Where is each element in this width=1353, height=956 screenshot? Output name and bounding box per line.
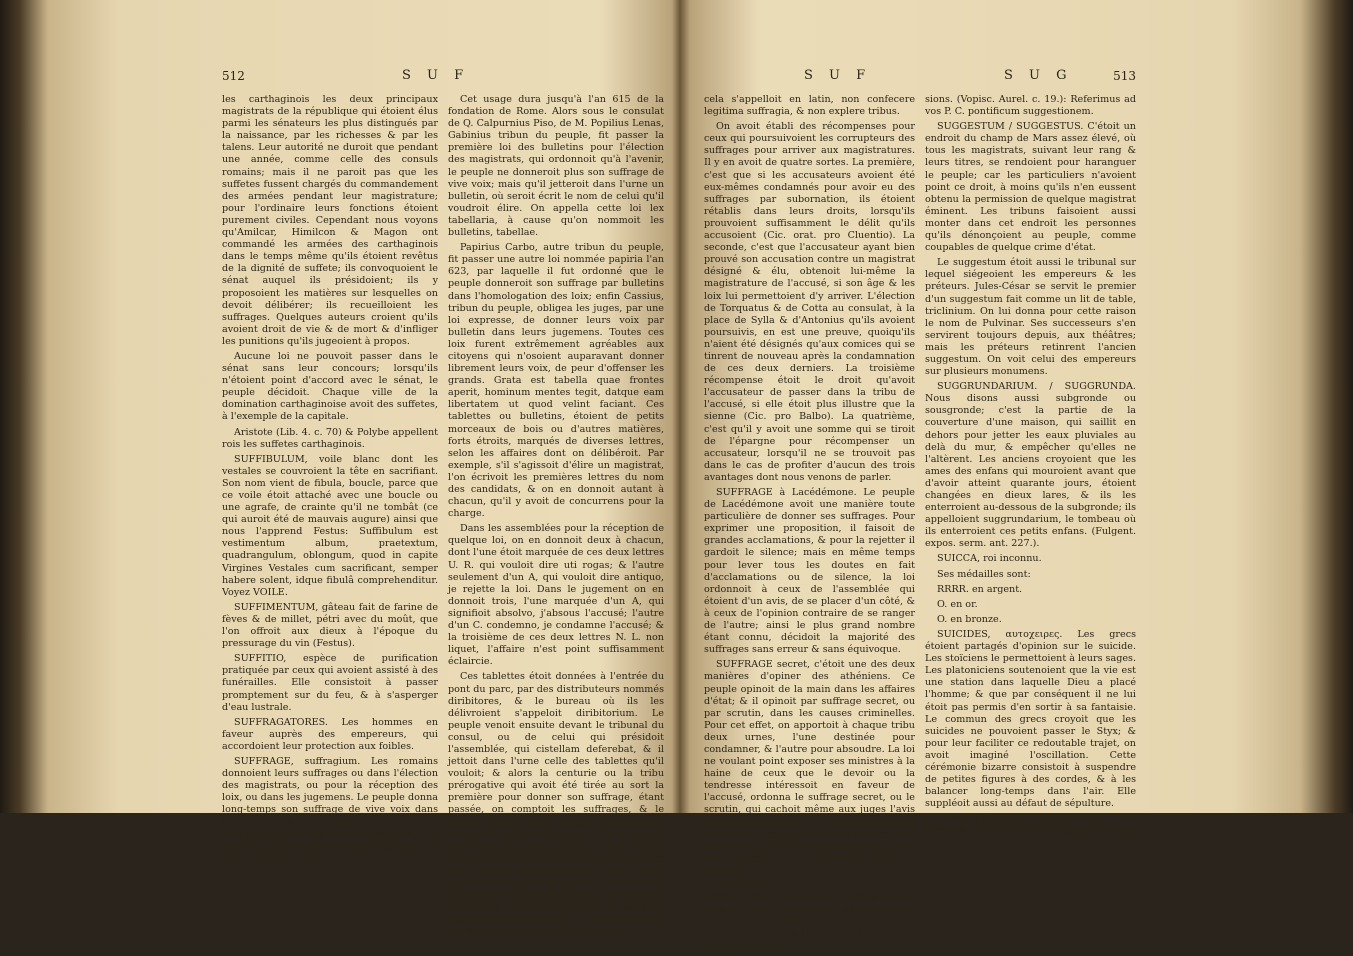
- paragraph: SUGGRUNDARIUM. / SUGGRUNDA. Nous disons aussi subgronde ou sousgronde; c'est la partie de la couverture d'une maison, qui saillit en dehors pour jetter les eaux pluviales au delà du mur, & empêcher qu'elles ne l'altèrent. Les anciens croyoient que les ames des enfans qui mouroient avant que d'avoir atteint quarante jours, étoient changées en dieux lares, & ils les enterroient au-dessous de la subgronde; ils appelloient suggrundarium, le tombeau où ils enterroient ces petits enfans. (Fulgent. expos. serm. ant. 227.).: [925, 381, 1136, 550]
- left-running-head: [222, 70, 664, 86]
- paragraph: SUICCA, roi inconnu.: [937, 553, 1042, 565]
- paragraph: Ses médailles sont:: [937, 568, 1031, 580]
- paragraph: RRRR. en argent.: [937, 583, 1023, 595]
- paragraph: Le suggestum étoit aussi le tribunal sur lequel siégeoient les empereurs & les préteurs. Jules-César se servit le premier d'un suggestum fait comme un lit de table, triclinium. On lui donna pour cette raison le nom de Pulvinar. Ses successeurs s'en servirent toujours depuis, aux théâtres; mais les préteurs retinrent l'ancien suggestum. On voit celui des empereurs sur plusieurs monumens.: [925, 257, 1136, 378]
- left-head-word: S U F: [402, 68, 470, 83]
- paragraph: SUFFITIO, espèce de purification pratiquée par ceux qui avoient assisté à des funérailles. Elle consistoit à passer promptement sur du feu, & à s'asperger d'eau lustrale.: [222, 653, 438, 713]
- right-column-2: [925, 94, 1136, 864]
- paragraph: On avoit établi des récompenses pour ceux qui poursuivoient les corrupteurs des suffrages pour arriver aux magistratures. Il y en avoit de quatre sortes. La première, c'est que si les accusateurs avoient été eux-mêmes condamnés pour avoir eu des suffrages par subornation, ils étoient rétablis dans leurs droits, lorsqu'ils prouvoient suffisamment le délit qu'ils accusoient (Cic. orat. pro Cluentio). La seconde, c'est que l'accusateur ayant bien prouvé son accusation contre un magistrat désigné & élu, obtenoit lui-même la magistrature de l'accusé, si son âge & les loix lui permettoient d'y arriver. L'élection de Torquatus & de Cotta au consulat, à la place de Sylla & d'Antonius qu'ils avoient poursuivis, en est une preuve, quoiqu'ils n'aient été désignés qu'aux comices qui se tinrent de nouveau après la condamnation de ces deux derniers. La troisième récompense étoit le droit qu'avoit l'accusateur de passer dans la tribu de l'accusé, si elle étoit plus illustre que la sienne (Cic. pro Balbo). La quatrième, c'est qu'il y avoit une somme qui se tiroit de l'épargne pour récompenser un accusateur, lorsqu'il ne se trouvoit pas dans le cas de profiter d'aucun des trois avantages dont nous venons de parler.: [704, 121, 915, 483]
- right-page-number: 513: [1113, 69, 1136, 83]
- right-running-head: [704, 70, 1136, 86]
- right-column-1: [704, 94, 915, 955]
- left-page-number: 512: [222, 69, 245, 83]
- paragraph: les carthaginois les deux principaux magistrats de la république qui étoient élus parmi les sénateurs les plus distingués par la naissance, par les richesses & par les talens. Leur autorité ne duroit que pendant une année, comme celle des consuls romains; mais il ne paroit pas que les suffetes fussent chargés du commandement des armées pendant leur magistrature; pour l'ordinaire leurs fonctions étoient purement civiles. Cependant nous voyons qu'Amilcar, Himilcon & Magon ont commandé les armées des carthaginois dans le temps même qu'ils étoient revêtus de la dignité de suffete; ils convoquoient le sénat auquel ils présidoient; ils y proposoient les matières sur lesquelles on devoit délibérer; ils recueilloient les suffrages. Quelques auteurs croient qu'ils avoient droit de vie & de mort & d'infliger les punitions qu'ils jugeoient à propos.: [222, 94, 438, 347]
- left-column-2: [448, 94, 664, 937]
- signature-mark: T t t: [1117, 853, 1136, 864]
- right-head-word-1: S U F: [804, 68, 872, 83]
- paragraph: SUFFRAGE secret, c'étoit une des deux manières d'opiner des athéniens. Ce peuple opinoit de la main dans les affaires d'état; & il opinoit par suffrage secret, ou par scrutin, dans les causes criminelles. Pour cet effet, on apportoit à chaque tribu deux urnes, l'une destinée pour condamner, & l'autre pour absoudre. La loi ne voulant point exposer ses ministres à la haine de ceux que le devoir ou la tendresse intéressoit en faveur de l'accusé, ordonna le suffrage secret, ou le scrutin, qui cachoit même aux juges l'avis de leurs collègues. Cet usage prévenoit encore les animosités dangereuses, qui souvent à cette occasion passent des pères aux enfans, & se perpétuent dans les familles.: [704, 659, 915, 876]
- paragraph: SUGGESTIO, action des pontifes romains par laquelle ils annonçoient du haut d'un endroit élevé quelque chose, par exemple, la nouvelle lune. Ce mot désigna dans les temps postérieurs leurs déci-: [704, 880, 915, 940]
- paragraph: cela s'appelloit en latin, non confecere legitima suffragia, & non explere tribus.: [704, 94, 915, 118]
- paragraph: Aucune loi ne pouvoit passer dans le sénat sans leur concours; lorsqu'ils n'étoient point d'accord avec le sénat, le peuple décidoit. Chaque ville de la domination carthaginoise avoit des suffetes, à l'exemple de la capitale.: [222, 350, 438, 423]
- paragraph: SUFFRAGE à Lacédémone. Le peuple de Lacédémone avoit une manière toute particulière de donner ses suffrages. Pour exprimer une proposition, il faisoit de grandes acclamations, & pour la rejetter il gardoit le silence; mais en même temps pour lever tous les doutes en fait d'acclamations ou de silence, la loi ordonnoit à ceux de l'assemblée qui étoient d'un avis, de se placer d'un côté, & à ceux de l'opinion contraire de se ranger de l'autre; ainsi le plus grand nombre étant connu, décidoit la majorité des suffrages sans erreur & sans équivoque.: [704, 487, 915, 656]
- right-page: [704, 68, 1136, 955]
- paragraph: Aristote (Lib. 4. c. 70) & Polybe appellent rois les suffetes carthaginois.: [222, 426, 438, 450]
- paragraph: SUFFRAGATORES. Les hommes en faveur auprès des empereurs, qui accordoient leur protection aux foibles.: [222, 716, 438, 752]
- paragraph: Dans les assemblées pour la réception de quelque loi, on en donnoit deux à chacun, dont l'une étoit marquée de ces deux lettres U. R. qui vouloit dire uti rogas; & l'autre seulement d'un A, qui vouloit dire antiquo, je rejette la loi. Dans le jugement on en donnoit trois, l'une marquée d'un A, qui signifioit absolvo, j'absous l'accusé; l'autre d'un C. condemno, je condamne l'accusé; & la troisième de ces deux lettres N. L. non liquet, l'affaire n'est point suffisamment éclaircie.: [448, 523, 664, 668]
- paragraph: Papirius Carbo, autre tribun du peuple, fit passer une autre loi nommée papiria l'an 623, par laquelle il fut ordonné que le peuple donneroit son suffrage par bulletins dans l'homologation des loix; enfin Cassius, tribun du peuple, obligea les juges, par une loi expresse, de donner leurs voix par bulletin dans leurs jugemens. Toutes ces loix furent extrêmement agréables aux citoyens qui n'osoient auparavant donner librement leurs voix, de peur d'offenser les grands. Grata est tabella quae frontes aperit, hominum mentes tegit, datque eam libertatem ut quod velint faciant. Ces tablettes ou bulletins, étoient de petits morceaux de bois ou d'autres matières, forts étroits, marqués de diverses lettres, selon les affaires dont on délibéroit. Par exemple, s'il s'agissoit d'élire un magistrat, l'on écrivoit les premières lettres du nom des candidats, & on en donnoit autant à chacun, qu'il y avoit de concurrens pour la charge.: [448, 242, 664, 520]
- paragraph: SUFFIMENTUM, gâteau fait de farine de fèves & de millet, pétri avec du moût, que l'on offroit aux dieux à l'époque du pressurage du vin (Festus).: [222, 601, 438, 650]
- paragraph: SUFFRAGE, suffragium. Les romains donnoient leurs suffrages ou dans l'élection des magistrats, ou pour la réception des loix, ou dans les jugemens. Le peuple donna long-temps son suffrage de vive voix dans les affaires de la république, & le suffrage de chacun étoit écrit par un greffier à la porte de l'enclos fait en forme de parc, & qui se nommoit Ovile.: [222, 755, 438, 864]
- paragraph: Ces tablettes étoit données à l'entrée du pont du parc, par des distributeurs nommés diribitores, & le bureau où ils les délivroient s'appeloit diribitorium. Le peuple venoit ensuite devant le tribunal du consul, ou de celui qui présidoit l'assemblée, qui cistellam deferebat, & il jettoit dans l'urne celle des tablettes qu'il vouloit; & alors la centurie ou la tribu prérogative qui avoit été tirée au sort la première pour donner son suffrage, étant passée, on comptoit les suffrages, & le crieur disoit tout haut: praerogativa renuntiat talem consulem; s'il s'agissoit d'une loi, praerogativa legem jubet, ou non accipit. Le magistrat faisoit ensuite appeller les centuries de la première classe, celles de la cavalerie les premières, & celles de l'infanterie ensuite. Mais lorsqu'un candidat n'avoit pas un nombre suffisant de suffrages pour obtenir une charge, le peuple pouvoit choisir qui bon lui sembloit, & cela: [448, 671, 664, 937]
- paragraph: SUFFIBULUM, voile blanc dont les vestales se couvroient la tête en sacrifiant. Son nom vient de fibula, boucle, parce que ce voile étoit attaché avec une boucle ou une agrafe, de crainte qu'il ne tombât (ce qui auroit été de mauvais augure) ainsi que nous l'apprend Festus: Suffibulum est vestimentum album, praetextum, quadrangulum, oblongum, quod in capite Virgines Vestales cum sacrificant, semper habere solent, idque fibulâ comprehenditur. Voyez VOILE.: [222, 453, 438, 598]
- paragraph: SUICIDES, αυτοχειρες. Les grecs étoient partagés d'opinion sur le suicide. Les stoïciens le permettoient à leurs sages. Les platoniciens soutenoient que la vie est une station dans laquelle Dieu a placé l'homme; & que par conséquent il ne lui étoit pas permis d'en sortir à sa fantaisie. Le commun des grecs croyoit que les suicides ne pouvoient passer le Styx; & pour leur faciliter ce redoutable trajet, on avoit imaginé l'oscillation. Cette cérémonie bizarre consistoit à suspendre de petites figures à des cordes, & à les balancer long-temps dans l'air. Elle suppléoit aussi au défaut de sépulture.: [925, 628, 1136, 810]
- paragraph: Cet usage dura jusqu'à l'an 615 de la fondation de Rome. Alors sous le consulat de Q. Calpurnius Piso, de M. Popilius Lenas, Gabinius tribun du peuple, fit passer la première loi des bulletins pour l'élection des magistrats, qui ordonnoit qu'à l'avenir, le peuple ne donneroit plus son suffrage de vive voix; mais qu'il jetteroit dans l'urne un bulletin, où seroit écrit le nom de celui qu'il voudroit élire. On appella cette loi lex tabellaria, à cause qu'on nommoit les bulletins, tabellae.: [448, 94, 664, 239]
- paragraph: O. en bronze.: [937, 613, 1002, 625]
- volume-footer: Antiquités, Tome V.: [704, 944, 792, 955]
- left-column-1: [222, 94, 438, 864]
- paragraph: O. en or.: [937, 598, 978, 610]
- right-head-word-2: S U G: [1004, 68, 1073, 83]
- paragraph: SUGGESTUM / SUGGESTUS. C'étoit un endroit du champ de Mars assez élevé, où tous les magistrats, suivant leur rang & leurs titres, se rendoient pour haranguer le peuple; car les particuliers n'avoient point ce droit, à moins qu'ils n'en eussent obtenu la permission de quelque magistrat éminent. Les tribuns faisoient aussi monter dans cet endroit les personnes qu'ils dénonçoient au peuple, comme coupables de quelque crime d'état.: [925, 121, 1136, 254]
- paragraph: sions. (Vopisc. Aurel. c. 19.): Referimus ad vos P. C. pontificum suggestionem.: [925, 94, 1136, 118]
- paragraph: Dans l'ancienne jurisprudence des romains, il n'y avoit aucune peine décernée contre ceux qui: [925, 813, 1136, 849]
- left-page: [222, 68, 664, 937]
